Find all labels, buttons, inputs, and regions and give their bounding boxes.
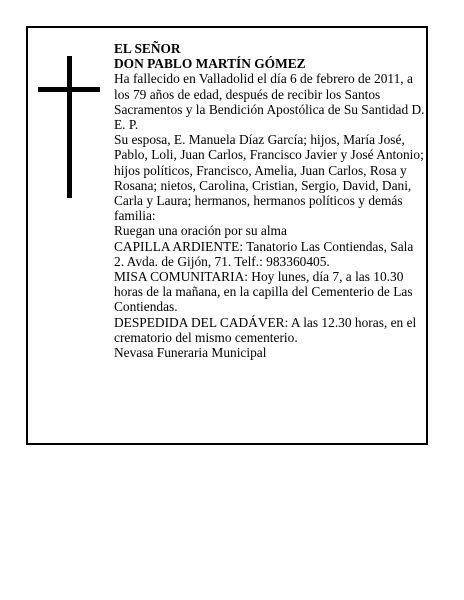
family-list: Su esposa, E. Manuela Díaz García; hijos, María José, Pablo, Loli, Juan Carlos, Francisco Javier y José Antonio; hijos políticos, Francisco, Amelia, Juan Carlos, Rosa y Rosana; nietos, Carolina, Cristian, Sergio, David, Dani, Carla y Laura; hermanos, hermanos políticos y demás familia: [114,132,424,224]
mass-info: MISA COMUNITARIA: Hoy lunes, día 7, a las 10.30 horas de la mañana, en la capilla del Cementerio de Las Contiendas. [114,269,413,315]
cross-horizontal-bar [38,87,100,92]
farewell-info: DESPEDIDA DEL CADÁVER: A las 12.30 horas, en el crematorio del mismo cementerio. [114,314,417,345]
prayer-request: Ruegan una oración por su alma [114,223,287,239]
obituary-text [114,41,425,360]
death-notice: Ha fallecido en Valladolid el día 6 de febrero de 2011, a los 79 años de edad, después de recibir los Santos Sacramentos y la Bendición Apostólica de Su Santidad D. E. P. [114,71,425,133]
funeral-home: Nevasa Funeraria Municipal [114,345,267,361]
cross-vertical-bar [67,56,72,198]
deceased-name: DON PABLO MARTÍN GÓMEZ [114,56,306,72]
title-line-1: EL SEÑOR [114,41,181,56]
obituary-notice [26,26,428,445]
cross-icon [38,56,100,198]
chapel-info: CAPILLA ARDIENTE: Tanatorio Las Contiendas, Sala 2. Avda. de Gijón, 71. Telf.: 983360405. [114,238,414,269]
